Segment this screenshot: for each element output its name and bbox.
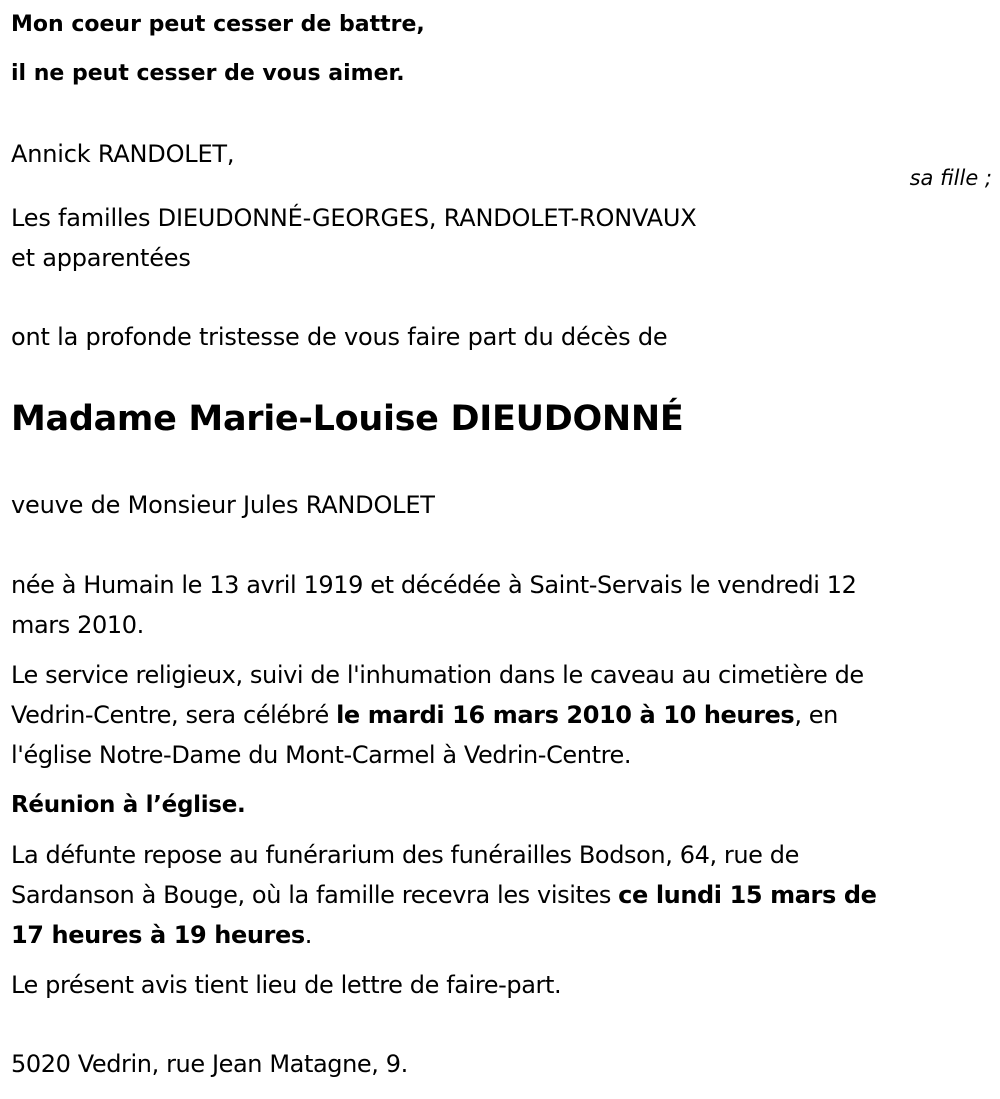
repose-line-2 xyxy=(11,875,989,915)
reunion-note: Réunion à l’église. xyxy=(11,792,246,818)
epigraph-line-1: Mon coeur peut cesser de battre, xyxy=(11,12,425,37)
families-block xyxy=(11,198,696,278)
birth-death-line-1: née à Humain le 13 avril 1919 et décédée à Saint-Servais le vendredi 12 xyxy=(11,571,857,599)
announcement-text: ont la profonde tristesse de vous faire part du décès de xyxy=(11,323,668,351)
families-line-2: et apparentées xyxy=(11,244,191,272)
service-line-2-end: , en xyxy=(794,701,838,729)
service-paragraph xyxy=(11,655,989,775)
repose-line-1: La défunte repose au funérarium des funérailles Bodson, 64, rue de xyxy=(11,841,799,869)
repose-paragraph xyxy=(11,835,989,955)
epigraph-line-2: il ne peut cesser de vous aimer. xyxy=(11,61,405,86)
repose-line-3-end: . xyxy=(304,921,312,949)
notice-text: Le présent avis tient lieu de lettre de faire-part. xyxy=(11,971,562,999)
widow-of-text: veuve de Monsieur Jules RANDOLET xyxy=(11,491,435,519)
service-line-3: l'église Notre-Dame du Mont-Carmel à Vedrin-Centre. xyxy=(11,741,632,769)
visit-hours: 17 heures à 19 heures xyxy=(11,921,305,949)
service-line-1: Le service religieux, suivi de l'inhumation dans le caveau au cimetière de xyxy=(11,661,864,689)
service-line-2-text: Vedrin-Centre, sera célébré xyxy=(11,701,337,729)
daughter-relation: sa fille ; xyxy=(909,166,992,190)
repose-line-2-text: Sardanson à Bouge, où la famille recevra les visites xyxy=(11,881,619,909)
family-address: 5020 Vedrin, rue Jean Matagne, 9. xyxy=(11,1050,408,1078)
birth-death-line-2: mars 2010. xyxy=(11,611,144,639)
visit-date: ce lundi 15 mars de xyxy=(618,881,877,909)
families-line-1: Les familles DIEUDONNÉ-GEORGES, RANDOLET-RONVAUX xyxy=(11,204,697,232)
birth-death-paragraph xyxy=(11,565,989,645)
repose-line-3 xyxy=(11,915,989,955)
deceased-name: Madame Marie-Louise DIEUDONNÉ xyxy=(11,399,684,439)
service-date: le mardi 16 mars 2010 à 10 heures xyxy=(336,701,795,729)
daughter-name: Annick RANDOLET, xyxy=(11,140,235,168)
service-line-2 xyxy=(11,695,989,735)
